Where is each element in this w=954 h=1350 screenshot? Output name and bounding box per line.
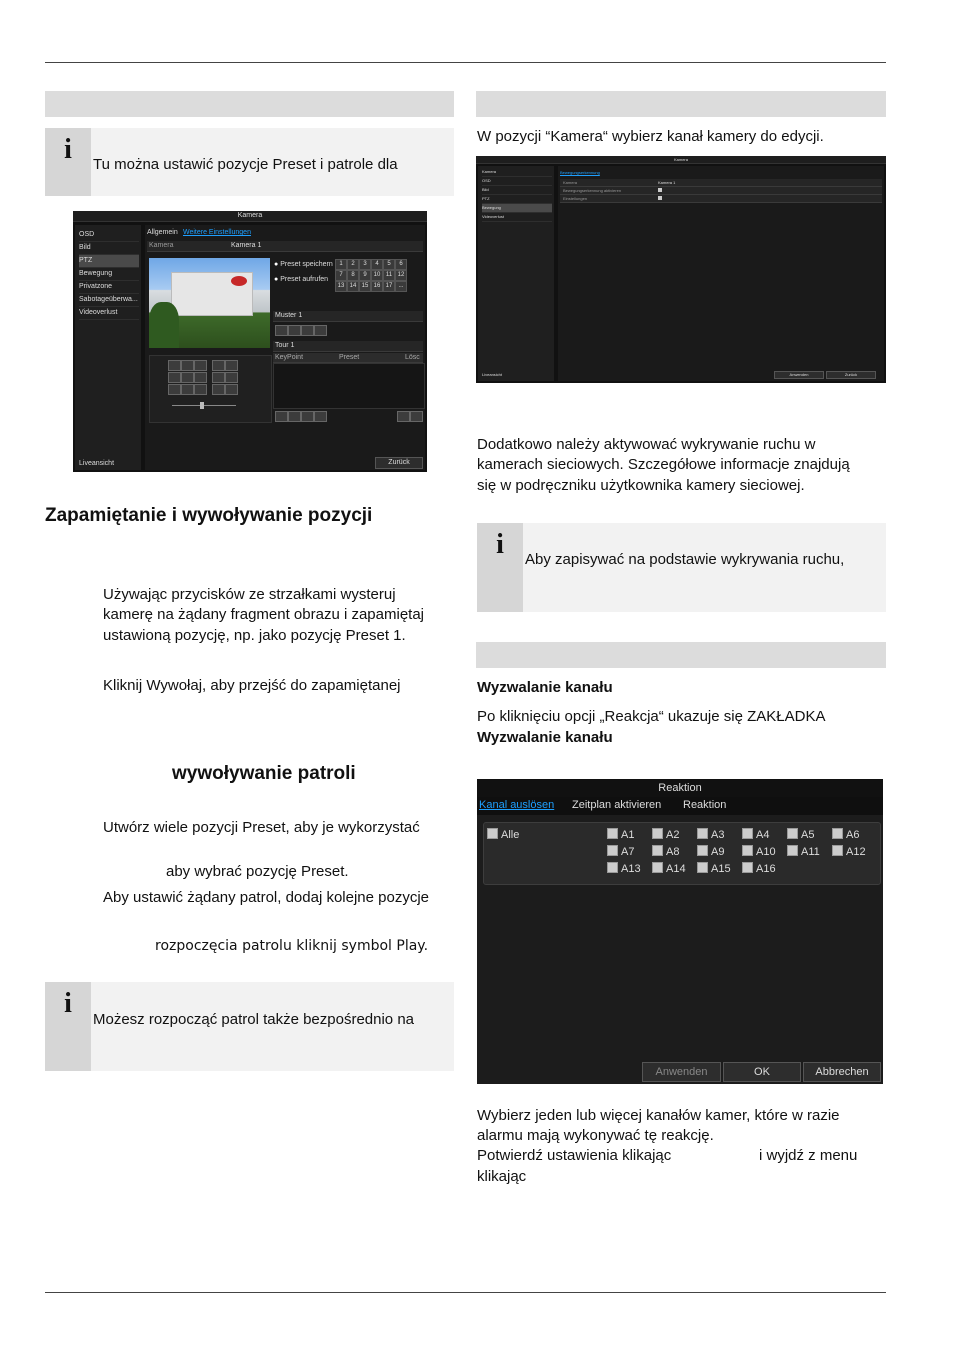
sidebar-item-privatzone[interactable]: Privatzone <box>79 281 139 294</box>
settings-button[interactable] <box>658 196 662 200</box>
channel-checkbox[interactable]: A2 <box>652 828 679 841</box>
tab-weitere-einstellungen[interactable]: Weitere Einstellungen <box>183 229 251 236</box>
section-bar-left <box>45 91 454 117</box>
channel-checkbox[interactable]: A11 <box>787 845 820 858</box>
sidebar-item-bild[interactable]: Bild <box>482 186 552 195</box>
paragraph-line: Dodatkowo należy aktywować wykrywanie ruchu w <box>477 436 816 453</box>
sidebar-item-bewegung[interactable]: Bewegung <box>79 268 139 281</box>
apply-button[interactable]: Anwenden <box>774 371 824 379</box>
apply-button[interactable]: Anwenden <box>642 1062 721 1082</box>
section-bar-right-2 <box>476 642 886 668</box>
tour-select[interactable]: Tour 1 <box>273 341 423 352</box>
tour-down-button[interactable] <box>410 411 423 422</box>
tour-play-button[interactable] <box>301 411 314 422</box>
iris-open-button[interactable] <box>212 384 225 395</box>
channel-checkbox[interactable]: A3 <box>697 828 724 841</box>
back-button[interactable]: Zurück <box>375 457 423 469</box>
sidebar-menu <box>75 225 141 470</box>
channel-checkbox[interactable]: A12 <box>832 845 866 858</box>
sidebar-item-osd[interactable]: OSD <box>79 229 139 242</box>
tour-edit-button[interactable] <box>275 411 288 422</box>
tour-add-button[interactable] <box>288 411 301 422</box>
info-icon: i <box>496 529 504 560</box>
zoom-in-button[interactable] <box>212 360 225 371</box>
tab-bewegungserkennung[interactable]: Bewegungserkennung <box>560 170 600 175</box>
paragraph-line: kamerę na żądany fragment obrazu i zapamiętaj <box>103 606 425 623</box>
paragraph-line: W pozycji “Kamera“ wybierz kanał kamery do edycji. <box>477 128 824 145</box>
screen-title: Kamera <box>73 211 427 222</box>
info-note-text: Tu można ustawić pozycje Preset i patrole dla <box>93 156 398 173</box>
pattern-stop-button[interactable] <box>314 325 327 336</box>
ptz-settings-screenshot <box>73 211 427 472</box>
camera-row: Kamera Kamera 1 <box>560 179 882 187</box>
paragraph-line: Utwórz wiele pozycji Preset, aby je wykorzystać <box>103 819 420 836</box>
pattern-record-button[interactable] <box>288 325 301 336</box>
tab-kanal-ausloesen[interactable]: Kanal auslösen <box>479 799 555 811</box>
tour-delete-button[interactable] <box>314 411 327 422</box>
preset-num[interactable]: 2 <box>347 259 359 270</box>
preset-number-grid <box>335 259 425 299</box>
camera-row <box>147 241 423 252</box>
ptz-up-left-button[interactable] <box>168 360 181 371</box>
paragraph-line: się w podręczniku użytkownika kamery sieciowej. <box>477 477 805 494</box>
all-checkbox[interactable]: Alle <box>487 828 519 841</box>
sidebar-item-bewegung[interactable]: Bewegung <box>482 204 552 213</box>
preset-num[interactable]: 12 <box>395 270 407 281</box>
cancel-button[interactable]: Abbrechen <box>803 1062 881 1082</box>
pattern-select[interactable]: Muster 1 <box>273 311 423 322</box>
channel-checkbox[interactable]: A13 <box>607 862 641 875</box>
sidebar-item-osd[interactable]: OSD <box>482 177 552 186</box>
preset-num[interactable]: ... <box>395 281 407 292</box>
section-bar-right <box>476 91 886 117</box>
sidebar-item-ptz[interactable]: PTZ <box>79 255 139 268</box>
sidebar-item-sabotage[interactable]: Sabotageüberwa... <box>79 294 139 307</box>
preset-num[interactable]: 4 <box>371 259 383 270</box>
sidebar-item-bild[interactable]: Bild <box>79 242 139 255</box>
enable-motion-checkbox[interactable] <box>658 188 662 192</box>
paragraph-line: Po kliknięciu opcji „Reakcja“ ukazuje się ZAKŁADKA <box>477 708 826 725</box>
tab-bar <box>477 797 883 815</box>
preset-num[interactable]: 6 <box>395 259 407 270</box>
info-icon: i <box>64 988 72 1019</box>
sidebar-item-videoverlust[interactable]: Videoverlust <box>482 213 552 222</box>
sub-heading: Wyzwalanie kanału <box>477 729 613 746</box>
channel-checkbox[interactable]: A10 <box>742 845 776 858</box>
tab-allgemein[interactable]: Allgemein <box>147 229 178 236</box>
tour-up-button[interactable] <box>397 411 410 422</box>
tab-zeitplan-aktivieren[interactable]: Zeitplan aktivieren <box>572 799 662 811</box>
channel-checkbox[interactable]: A8 <box>652 845 679 858</box>
paragraph-line: Używając przycisków ze strzałkami wysteruj <box>103 586 396 603</box>
preset-num[interactable]: 1 <box>335 259 347 270</box>
preset-save-radio[interactable]: ● Preset speichern <box>274 261 333 268</box>
paragraph-line: rozpoczęcia patrolu kliknij symbol Play. <box>155 938 429 954</box>
bottom-rule <box>45 1292 886 1293</box>
sidebar-item-ptz[interactable]: PTZ <box>482 195 552 204</box>
channel-checkbox[interactable]: A7 <box>607 845 634 858</box>
back-button[interactable]: Zurück <box>826 371 876 379</box>
pattern-edit-button[interactable] <box>275 325 288 336</box>
tree-shape <box>149 302 179 348</box>
paragraph-line: kamerach sieciowych. Szczegółowe informacje znajdują <box>477 456 850 473</box>
pattern-controls <box>275 325 325 335</box>
zoom-out-button[interactable] <box>225 360 238 371</box>
paragraph-line: Wybierz jeden lub więcej kanałów kamer, które w razie <box>477 1107 840 1124</box>
preset-call-radio[interactable]: ● Preset aufrufen <box>274 276 329 283</box>
preset-num[interactable]: 16 <box>371 281 383 292</box>
paragraph-line: i wyjdź z menu <box>759 1147 858 1164</box>
sidebar-item-videoverlust[interactable]: Videoverlust <box>79 307 139 320</box>
focus-near-button[interactable] <box>212 372 225 383</box>
paragraph-line: aby wybrać pozycję Preset. <box>166 863 349 880</box>
section-heading: Zapamiętanie i wywoływanie pozycji <box>45 505 373 526</box>
ptz-down-right-button[interactable] <box>194 384 207 395</box>
screen-title: Kamera <box>476 156 886 164</box>
sub-heading: wywoływanie patroli <box>172 763 356 784</box>
preset-num[interactable]: 7 <box>335 270 347 281</box>
speed-slider-handle[interactable] <box>200 402 204 409</box>
iris-close-button[interactable] <box>225 384 238 395</box>
camera-select[interactable]: Kamera 1 <box>231 242 262 249</box>
preset-num[interactable]: 9 <box>359 270 371 281</box>
camera-preview-image <box>149 258 270 348</box>
paragraph-line: Potwierdź ustawienia klikając <box>477 1147 672 1164</box>
tab-reaktion[interactable]: Reaktion <box>683 799 727 811</box>
channel-checkbox[interactable]: A4 <box>742 828 769 841</box>
sidebar-item-kamera[interactable]: Kamera <box>482 168 552 177</box>
ok-button[interactable]: OK <box>723 1062 801 1082</box>
pattern-play-button[interactable] <box>301 325 314 336</box>
ptz-control-pad <box>149 355 272 423</box>
liveview-link[interactable]: Liveansicht <box>79 460 115 467</box>
channel-checkbox[interactable]: A5 <box>787 828 814 841</box>
info-note-text: Możesz rozpocząć patrol także bezpośrednio na <box>93 1011 415 1028</box>
ptz-main-panel <box>145 225 425 470</box>
camera-label: Kamera <box>149 242 174 249</box>
screen-title: Reaktion <box>477 779 883 797</box>
enable-motion-row: Bewegungserkennung aktivieren <box>560 187 882 195</box>
motion-settings-screenshot <box>476 156 886 383</box>
paragraph-line: ustawioną pozycję, np. jako pozycję Preset 1. <box>103 627 406 644</box>
info-note-2 <box>45 982 454 1071</box>
channel-checkbox[interactable]: A6 <box>832 828 859 841</box>
info-note-3 <box>477 523 886 612</box>
liveview-link[interactable]: Liveansicht <box>482 372 503 377</box>
paragraph-line: Aby ustawić żądany patrol, dodaj kolejne pozycje <box>103 889 430 906</box>
logo-sign <box>231 276 247 286</box>
channel-box <box>483 822 881 885</box>
ptz-center-button[interactable] <box>181 372 194 383</box>
preset-num[interactable]: 8 <box>347 270 359 281</box>
channel-checkbox[interactable]: A16 <box>742 862 776 875</box>
sub-heading: Wyzwalanie kanału <box>477 679 613 696</box>
settings-row: Einstellungen <box>560 195 882 203</box>
preset-num[interactable]: 15 <box>359 281 371 292</box>
ptz-up-right-button[interactable] <box>194 360 207 371</box>
tour-controls <box>275 411 325 421</box>
speed-slider-track[interactable] <box>172 405 236 406</box>
paragraph-line: klikając <box>477 1168 527 1185</box>
info-note-text: Aby zapisywać na podstawie wykrywania ruchu, <box>525 551 845 568</box>
preset-num[interactable]: 10 <box>371 270 383 281</box>
preset-num[interactable]: 13 <box>335 281 347 292</box>
preset-num[interactable]: 14 <box>347 281 359 292</box>
channel-checkbox[interactable]: A9 <box>697 845 724 858</box>
reaction-screenshot <box>477 779 883 1084</box>
preset-num[interactable]: 3 <box>359 259 371 270</box>
ptz-right-button[interactable] <box>194 372 207 383</box>
info-icon: i <box>64 134 72 165</box>
paragraph-line: Kliknij Wywołaj, aby przejść do zapamiętanej <box>103 677 401 694</box>
ptz-up-button[interactable] <box>181 360 194 371</box>
tour-table-header: KeyPoint Preset Lösc <box>273 353 423 363</box>
top-rule <box>45 62 886 63</box>
sidebar-menu <box>478 166 554 381</box>
tour-table-body <box>273 363 425 409</box>
preset-num[interactable]: 17 <box>383 281 395 292</box>
paragraph-line: alarmu mają wykonywać tę reakcję. <box>477 1127 714 1144</box>
channel-checkbox[interactable]: A14 <box>652 862 686 875</box>
info-note-1 <box>45 128 454 196</box>
ptz-down-button[interactable] <box>181 384 194 395</box>
channel-checkbox[interactable]: A15 <box>697 862 731 875</box>
ptz-down-left-button[interactable] <box>168 384 181 395</box>
focus-far-button[interactable] <box>225 372 238 383</box>
channel-checkbox[interactable]: A1 <box>607 828 634 841</box>
preset-num[interactable]: 11 <box>383 270 395 281</box>
motion-main-panel <box>558 166 884 381</box>
preset-num[interactable]: 5 <box>383 259 395 270</box>
camera-select[interactable]: Kamera 1 <box>658 180 676 185</box>
ptz-left-button[interactable] <box>168 372 181 383</box>
